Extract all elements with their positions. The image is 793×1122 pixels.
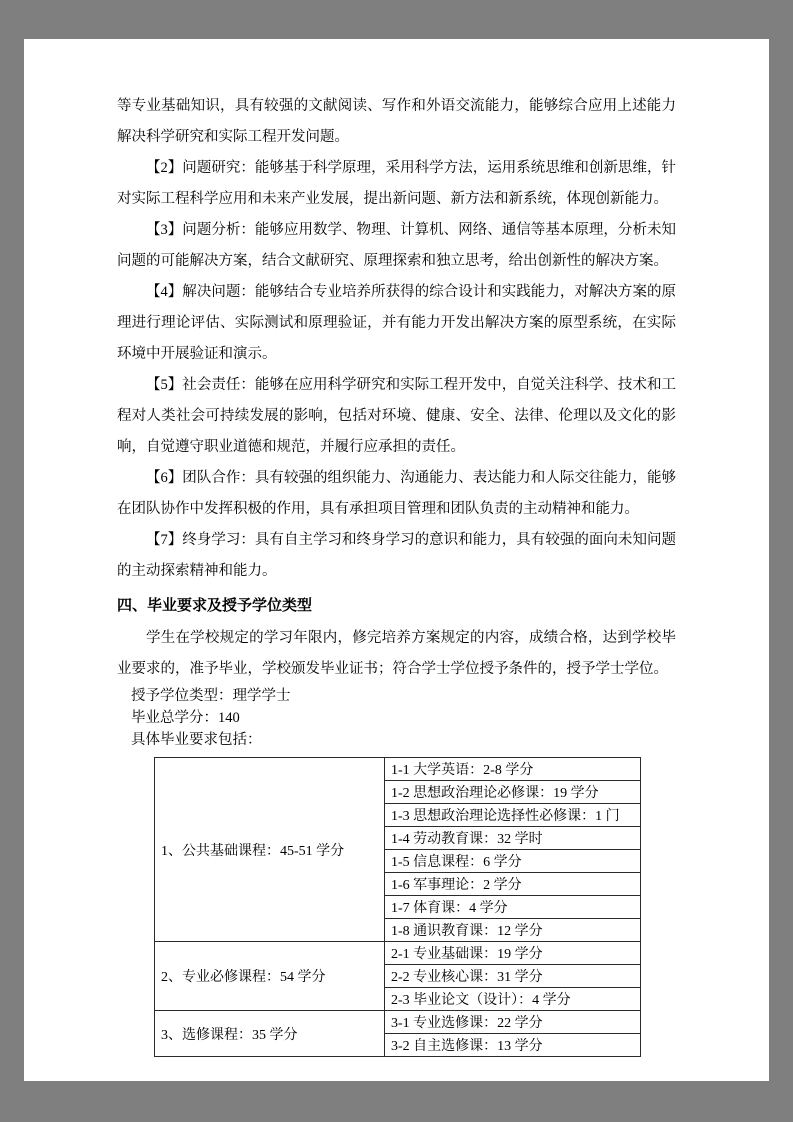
requirement-4-paragraph: 【4】解决问题：能够结合专业培养所获得的综合设计和实践能力，对解决方案的原理进行理论评估、实际测试和原理验证，并有能力开发出解决方案的原型系统，在实际环境中开展验证和演示。 (117, 284, 676, 362)
requirements-include-line: 具体毕业要求包括： (131, 732, 262, 748)
course-cell: 3-1 专业选修课：22 学分 (385, 1011, 641, 1034)
course-cell: 1-5 信息课程：6 学分 (385, 850, 641, 873)
paragraph-continuation: 等专业基础知识，具有较强的文献阅读、写作和外语交流能力，能够综合应用上述能力解决科学研究和实际工程开发问题。 (117, 98, 676, 145)
page-content (24, 39, 769, 1057)
document-page (24, 39, 769, 1081)
course-cell: 1-6 军事理论：2 学分 (385, 873, 641, 896)
requirement-5-paragraph: 【5】社会责任：能够在应用科学研究和实际工程开发中，自觉关注科学、技术和工程对人类社会可持续发展的影响，包括对环境、健康、安全、法律、伦理以及文化的影响，自觉遵守职业道德和规范，并履行应承担的责任。 (117, 377, 676, 455)
table-row (155, 758, 641, 781)
requirement-6-paragraph: 【6】团队合作：具有较强的组织能力、沟通能力、表达能力和人际交往能力，能够在团队协作中发挥积极的作用，具有承担项目管理和团队负责的主动精神和能力。 (117, 470, 676, 517)
course-cell: 1-8 通识教育课：12 学分 (385, 919, 641, 942)
degree-type-line: 授予学位类型：理学学士 (131, 688, 291, 704)
table-row (155, 942, 641, 965)
total-credits-line: 毕业总学分：140 (131, 710, 240, 726)
course-cell: 1-2 思想政治理论必修课：19 学分 (385, 781, 641, 804)
course-cell: 2-1 专业基础课：19 学分 (385, 942, 641, 965)
table-row (155, 1011, 641, 1034)
graduation-intro-paragraph: 学生在学校规定的学习年限内，修完培养方案规定的内容，成绩合格，达到学校毕业要求的，准予毕业，学校颁发毕业证书；符合学士学位授予条件的，授予学士学位。 (117, 630, 676, 677)
course-cell: 2-2 专业核心课：31 学分 (385, 965, 641, 988)
course-cell: 2-3 毕业论文（设计）：4 学分 (385, 988, 641, 1011)
category-cell-public-basic: 1、公共基础课程：45-51 学分 (155, 758, 385, 942)
section-heading: 四、毕业要求及授予学位类型 (117, 598, 313, 614)
requirement-2-paragraph: 【2】问题研究：能够基于科学原理，采用科学方法，运用系统思维和创新思维，针对实际工程科学应用和未来产业发展，提出新问题、新方法和新系统，体现创新能力。 (117, 160, 676, 207)
requirement-3-paragraph: 【3】问题分析：能够应用数学、物理、计算机、网络、通信等基本原理，分析未知问题的可能解决方案，结合文献研究、原理探索和独立思考，给出创新性的解决方案。 (117, 222, 676, 269)
category-cell-major-required: 2、专业必修课程：54 学分 (155, 942, 385, 1011)
course-cell: 1-7 体育课：4 学分 (385, 896, 641, 919)
course-cell: 1-3 思想政治理论选择性必修课：1 门 (385, 804, 641, 827)
graduation-requirements-table (154, 757, 641, 1057)
course-cell: 1-1 大学英语：2-8 学分 (385, 758, 641, 781)
course-cell: 1-4 劳动教育课：32 学时 (385, 827, 641, 850)
requirement-7-paragraph: 【7】终身学习：具有自主学习和终身学习的意识和能力，具有较强的面向未知问题的主动探索精神和能力。 (117, 532, 676, 579)
category-cell-elective: 3、选修课程：35 学分 (155, 1011, 385, 1057)
course-cell: 3-2 自主选修课：13 学分 (385, 1034, 641, 1057)
